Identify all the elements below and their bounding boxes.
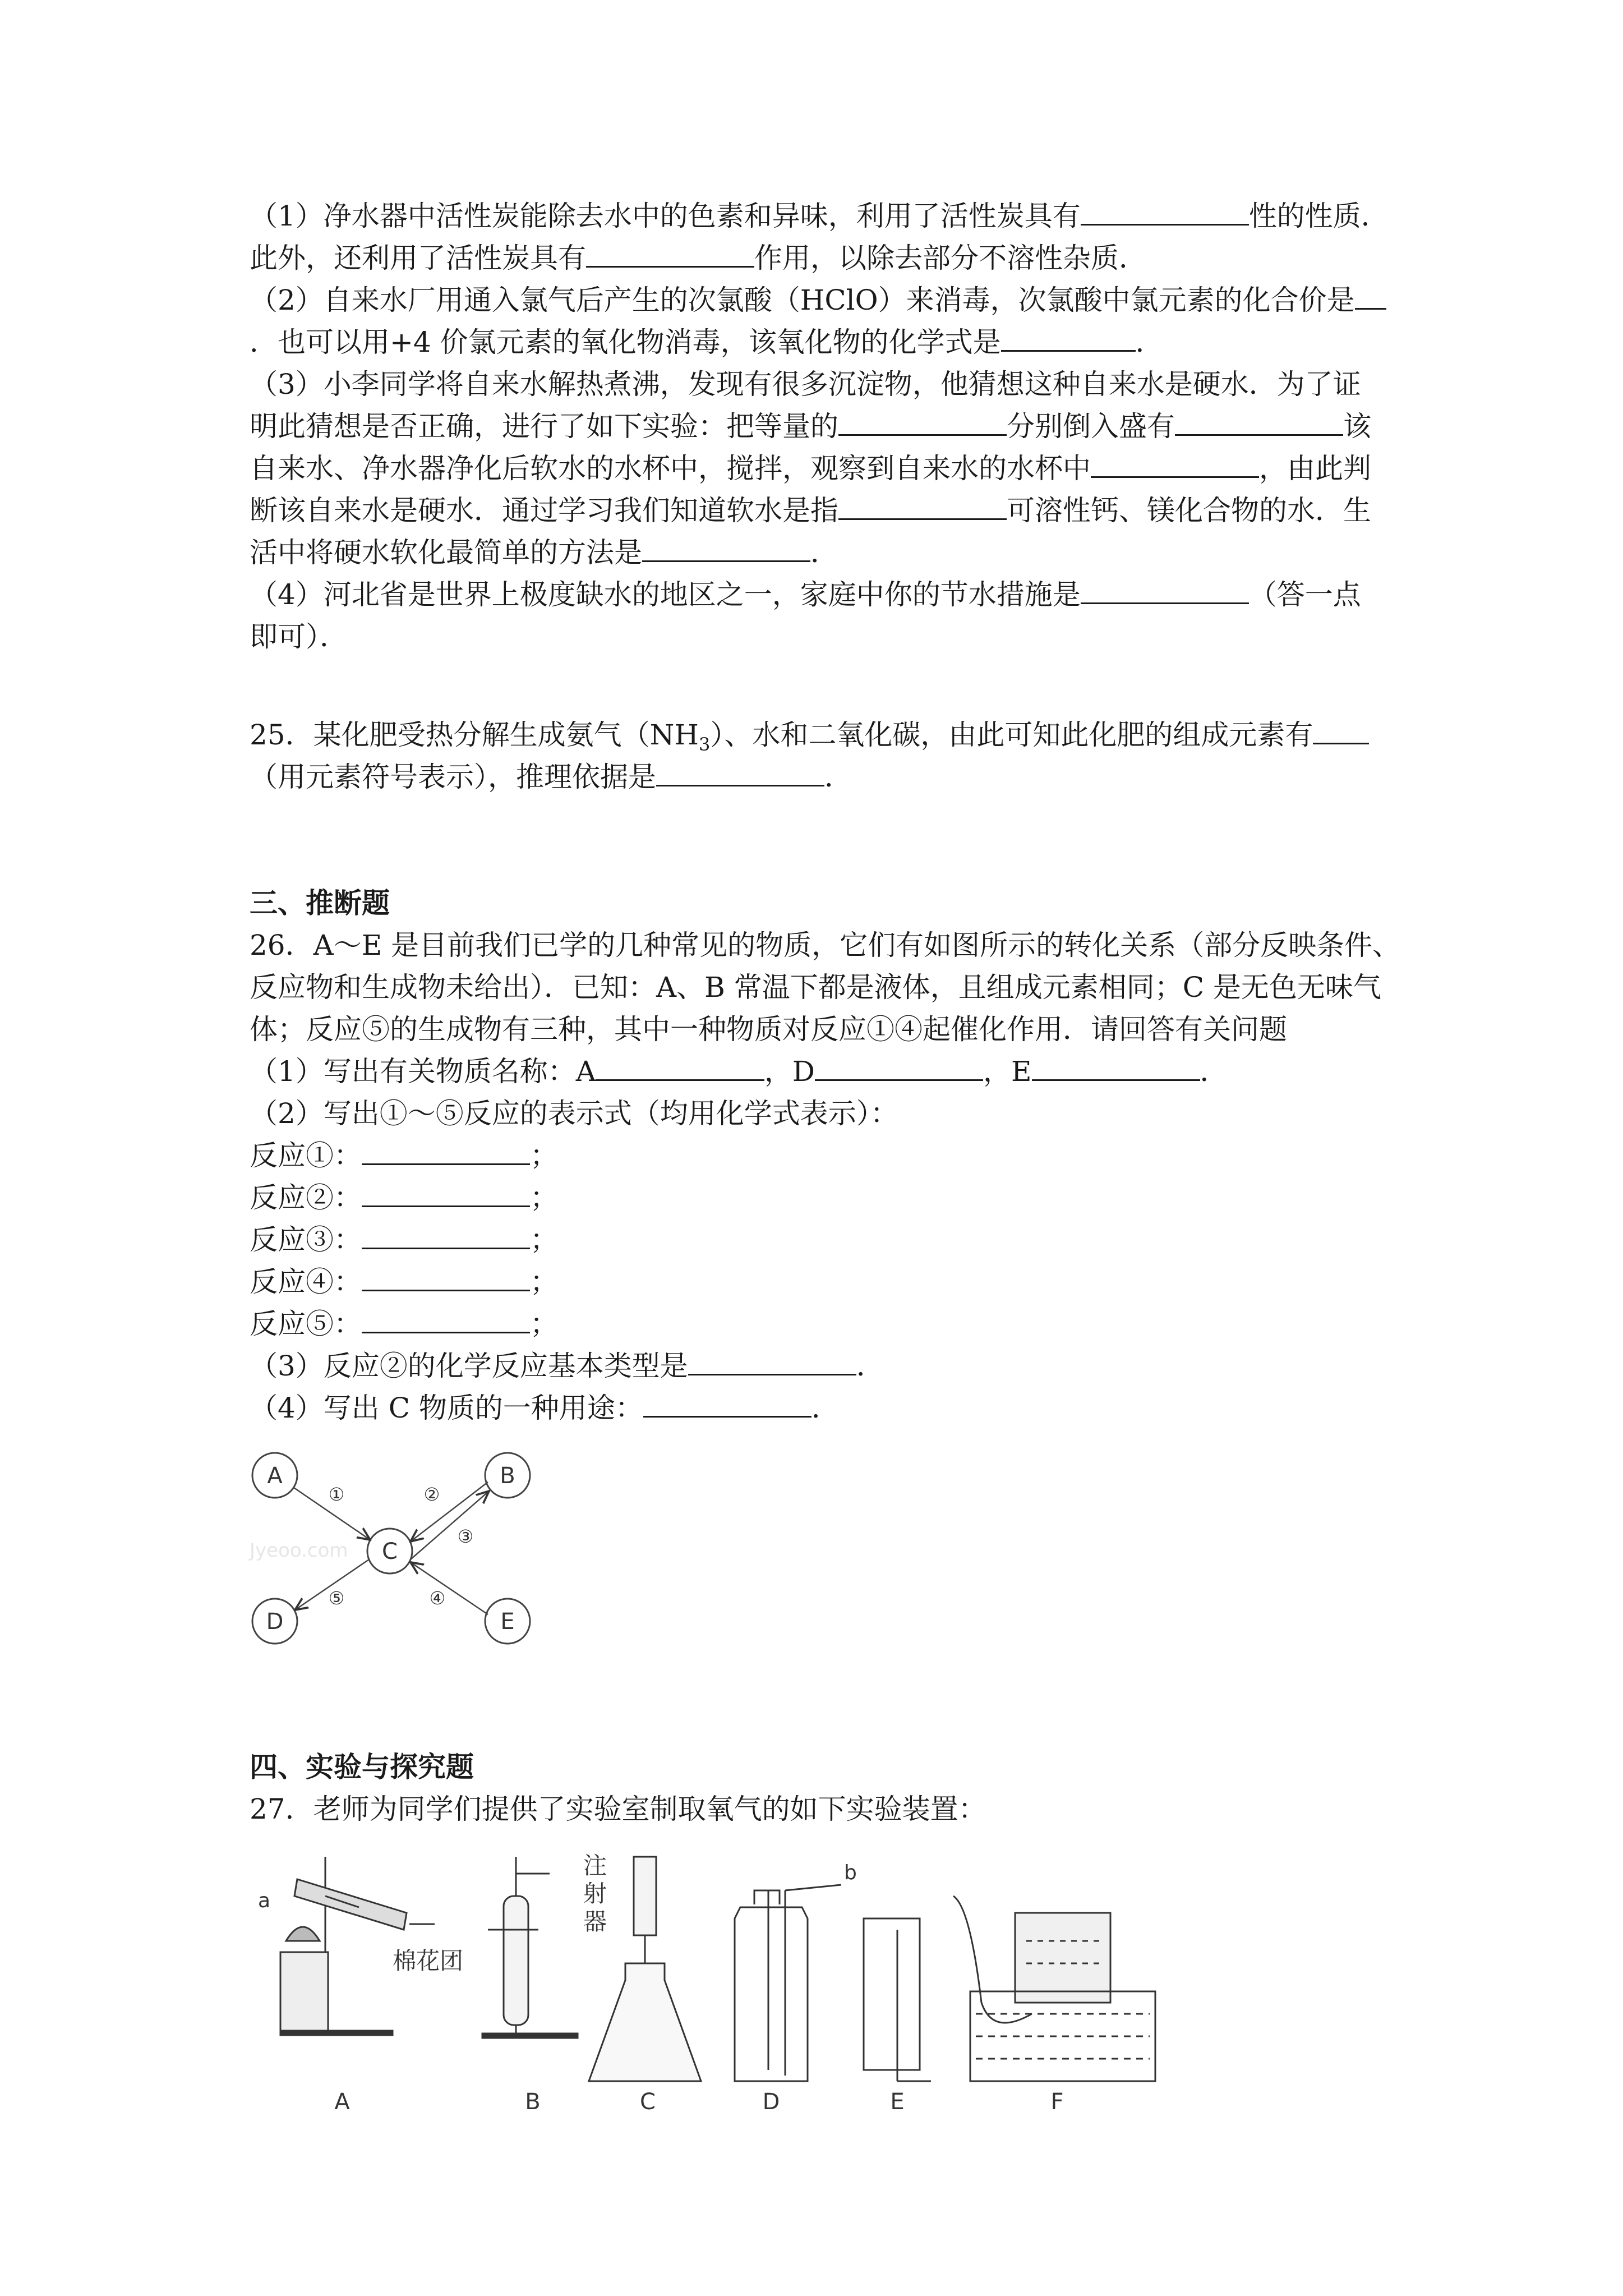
arrow-label-2: ②	[423, 1484, 440, 1505]
apparatus-mark-a: a	[258, 1889, 271, 1912]
q24-line-11	[250, 620, 348, 654]
q25-line-1	[250, 718, 1369, 761]
label-d: D	[266, 1609, 284, 1635]
q24-text: （答一点	[1248, 578, 1361, 611]
apparatus-label-e: E	[890, 2089, 905, 2115]
punct: ；	[530, 1223, 558, 1256]
answer-blank[interactable]	[688, 1349, 856, 1375]
q24-text: 明此猜想是否正确，进行了如下实验：把等量的	[250, 410, 838, 443]
q26-line-4	[250, 1055, 1228, 1088]
answer-blank[interactable]	[643, 1391, 811, 1418]
q24-text: ，由此判	[1259, 452, 1371, 485]
answer-blank[interactable]	[1081, 578, 1249, 604]
punct: ；	[530, 1266, 558, 1298]
q25-text: ．	[824, 761, 852, 793]
q26-line-5: （2）写出①～⑤反应的表示式（均用化学式表示）：	[250, 1097, 898, 1130]
watermark: Jyeoo.com	[250, 1539, 348, 1562]
section-title: 四、实验与探究题	[250, 1751, 474, 1783]
q26-text: ．	[1200, 1055, 1228, 1088]
q24-text: 断该自来水是硬水．通过学习我们知道软水是指	[250, 494, 838, 527]
reaction-3	[250, 1223, 558, 1257]
q24-line-7	[250, 452, 1371, 485]
q24-line-2	[250, 241, 1147, 275]
answer-blank[interactable]	[1355, 283, 1386, 310]
answer-blank[interactable]	[1001, 325, 1136, 352]
reaction-1	[250, 1139, 558, 1172]
label-a: A	[267, 1463, 283, 1489]
syringe-label: 注	[583, 1852, 607, 1879]
cotton-label: 棉花团	[393, 1947, 464, 1975]
apparatus-label-c: C	[640, 2089, 656, 2115]
q24-line-3	[250, 283, 1386, 317]
answer-blank[interactable]	[656, 760, 824, 786]
q26-line-7	[250, 1391, 840, 1425]
q27-line-1: 27．老师为同学们提供了实验室制取氧气的如下实验装置：	[250, 1793, 986, 1825]
subscript: 3	[698, 734, 711, 755]
reaction-diagram	[247, 1447, 561, 1649]
answer-blank[interactable]	[362, 1223, 530, 1249]
punct: ；	[530, 1181, 558, 1214]
punct: ；	[530, 1139, 558, 1172]
q26-line-2: 反应物和生成物未给出）．已知：A、B 常温下都是液体，且组成元素相同；C 是无色无味气	[250, 971, 1381, 1004]
label-b: B	[500, 1463, 515, 1489]
answer-blank[interactable]	[362, 1139, 530, 1165]
q24-line-6	[250, 409, 1371, 443]
syringe-label: 射	[583, 1880, 607, 1907]
answer-blank[interactable]	[596, 1055, 764, 1081]
section-title: 三、推断题	[250, 887, 390, 919]
q25-text: ）、水和二氧化碳，由此可知此化肥的组成元素有	[710, 719, 1313, 751]
arrow-label-3: ③	[457, 1526, 474, 1547]
reaction-label: 反应①：	[250, 1139, 362, 1172]
arrow-label-5: ⑤	[328, 1588, 345, 1609]
answer-blank[interactable]	[362, 1307, 530, 1333]
q24-line-5	[250, 367, 1361, 401]
arrow-label-1: ①	[328, 1484, 345, 1505]
q24-text: （4）河北省是世界上极度缺水的地区之一，家庭中你的节水措施是	[250, 578, 1081, 611]
q24-text: （3）小李同学将自来水解热煮沸，发现有很多沉淀物，他猜想这种自来水是硬水．为了证	[250, 368, 1361, 401]
answer-blank[interactable]	[586, 241, 754, 268]
reaction-label: 反应⑤：	[250, 1308, 362, 1340]
q24-text: 可溶性钙、镁化合物的水．生	[1007, 494, 1371, 527]
q24-text: 分别倒入盛有	[1007, 410, 1175, 443]
q24-text: 作用，以除去部分不溶性杂质．	[754, 242, 1147, 274]
syringe-label: 器	[583, 1908, 607, 1935]
q24-line-4	[250, 325, 1164, 359]
apparatus-figure	[247, 1846, 1301, 2120]
apparatus-label-a: A	[334, 2089, 350, 2115]
apparatus-label-f: F	[1050, 2089, 1064, 2115]
q24-text: 该	[1343, 410, 1371, 443]
answer-blank[interactable]	[1313, 718, 1369, 744]
q26-text: ，D	[764, 1055, 815, 1088]
q24-line-8	[250, 494, 1371, 527]
q26-text: ．	[811, 1392, 840, 1424]
answer-blank[interactable]	[815, 1055, 983, 1081]
q24-text: 此外，还利用了活性炭具有	[250, 242, 586, 274]
arrow-label-4: ④	[429, 1588, 446, 1609]
answer-blank[interactable]	[1081, 199, 1249, 226]
answer-blank[interactable]	[1091, 452, 1259, 478]
reaction-label: 反应③：	[250, 1223, 362, 1256]
answer-blank[interactable]	[362, 1181, 530, 1207]
q24-text: （1）净水器中活性炭能除去水中的色素和异味，利用了活性炭具有	[250, 200, 1081, 232]
label-e: E	[500, 1609, 515, 1635]
answer-blank[interactable]	[642, 536, 810, 562]
q26-line-6	[250, 1349, 884, 1383]
q24-text: ．也可以用+4 价氯元素的氧化物消毒，该氧化物的化学式是	[250, 326, 1001, 358]
q26-line-3: 体；反应⑤的生成物有三种，其中一种物质对反应①④起催化作用．请回答有关问题	[250, 1013, 1287, 1046]
q24-text: 性的性质．	[1248, 200, 1389, 232]
answer-blank[interactable]	[1175, 409, 1343, 436]
answer-blank[interactable]	[838, 409, 1007, 436]
reaction-5	[250, 1307, 558, 1341]
q24-text: 活中将硬水软化最简单的方法是	[250, 536, 642, 569]
reaction-label: 反应④：	[250, 1266, 362, 1298]
q24-line-9	[250, 536, 838, 569]
q26-text: ．	[856, 1350, 884, 1382]
label-c: C	[382, 1539, 398, 1565]
answer-blank[interactable]	[1032, 1055, 1200, 1081]
q24-text: ．	[810, 536, 838, 569]
reaction-label: 反应②：	[250, 1181, 362, 1214]
q24-text: 即可）．	[250, 620, 348, 653]
q25-text: （用元素符号表示），推理依据是	[250, 761, 656, 793]
apparatus-label-d: D	[762, 2089, 780, 2115]
q24-text: ．	[1135, 326, 1164, 358]
answer-blank[interactable]	[838, 494, 1007, 520]
q26-line-1: 26．A～E 是目前我们已学的几种常见的物质，它们有如图所示的转化关系（部分反映条件、	[250, 929, 1401, 961]
q24-text: 自来水、净水器净化后软水的水杯中，搅拌，观察到自来水的水杯中	[250, 452, 1091, 485]
reaction-2	[250, 1181, 558, 1214]
apparatus-label-b: B	[525, 2089, 541, 2115]
punct: ；	[530, 1308, 558, 1340]
q25-text: 25．某化肥受热分解生成氨气（NH	[250, 719, 699, 751]
reaction-4	[250, 1265, 558, 1299]
q26-text: ，E	[983, 1055, 1032, 1088]
q24-line-1	[250, 199, 1389, 233]
q26-text: （3）反应②的化学反应基本类型是	[250, 1350, 688, 1382]
q26-text: （4）写出 C 物质的一种用途：	[250, 1392, 643, 1424]
answer-blank[interactable]	[362, 1265, 530, 1291]
q24-text: （2）自来水厂用通入氯气后产生的次氯酸（HClO）来消毒，次氯酸中氯元素的化合价是	[250, 284, 1355, 316]
q26-text: （1）写出有关物质名称：A	[250, 1055, 596, 1088]
q25-line-2	[250, 760, 852, 794]
apparatus-mark-b: b	[844, 1861, 857, 1884]
q24-line-10	[250, 578, 1361, 611]
